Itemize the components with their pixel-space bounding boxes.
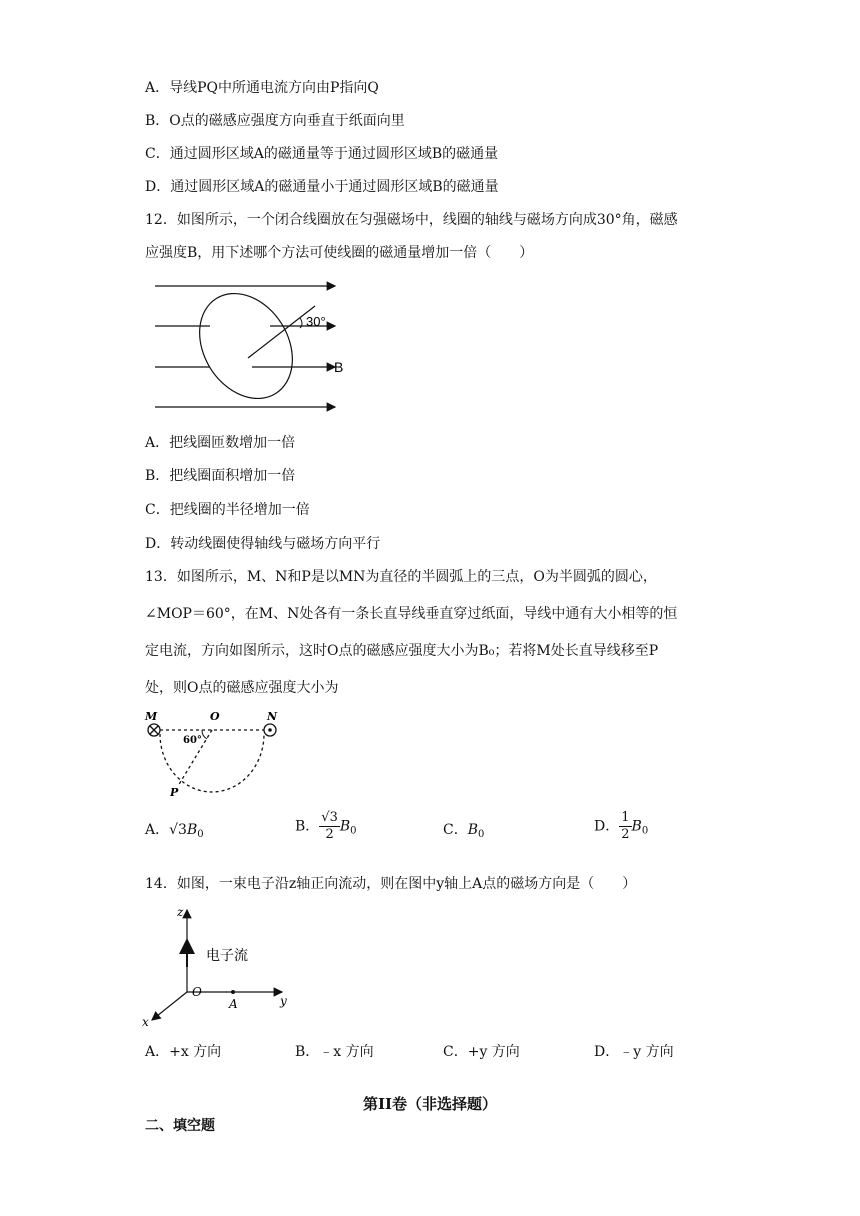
part2-title: 第II卷（非选择题） xyxy=(362,1095,498,1113)
q12-option-b: B．把线圈面积增加一倍 xyxy=(145,468,296,484)
q14-option-c: C．+y 方向 xyxy=(443,1044,520,1060)
q14-option-b: B．﹣x 方向 xyxy=(295,1044,374,1060)
q12-stem-line2: 应强度B，用下述哪个方法可使线圈的磁通量增加一倍（ ） xyxy=(145,245,534,261)
q13-stem-line1: 13．如图所示，M、N和P是以MN为直径的半圆弧上的三点，O为半圆弧的圆心， xyxy=(145,569,657,585)
q14-option-a: A．+x 方向 xyxy=(145,1044,222,1060)
q14-figure xyxy=(140,902,300,1030)
label-a: A xyxy=(229,997,238,1011)
q13-option-d: D． $\frac{1}{2}$ $B_0$ xyxy=(594,810,649,842)
angle-label: 60° xyxy=(183,735,202,746)
label-o: O xyxy=(210,710,220,723)
label-m: M xyxy=(145,710,158,723)
q14-option-d: D．﹣y 方向 xyxy=(594,1044,674,1060)
q12-option-a: A．把线圈匝数增加一倍 xyxy=(145,435,296,451)
label-p: P xyxy=(170,786,179,798)
field-label: B xyxy=(334,359,344,375)
q14-stem: 14．如图，一束电子沿z轴正向流动，则在图中y轴上A点的磁场方向是（ ） xyxy=(145,876,637,892)
q12-figure xyxy=(150,276,360,416)
q13-figure xyxy=(140,708,290,798)
q12-stem-line1: 12．如图所示，一个闭合线圈放在匀强磁场中，线圈的轴线与磁场方向成30°角，磁感 xyxy=(145,212,678,228)
q12-option-c: C．把线圈的半径增加一倍 xyxy=(145,502,310,518)
point-a xyxy=(231,990,235,994)
x-axis xyxy=(152,992,187,1020)
q13-stem-line3: 定电流，方向如图所示，这时O点的磁感应强度大小为B₀；若将M处长直导线移至P xyxy=(145,643,659,659)
q11-option-d: D．通过圆形区域A的磁通量小于通过圆形区域B的磁通量 xyxy=(145,179,499,195)
angle-arc xyxy=(202,730,207,739)
q13-option-c: C．$B_0$ xyxy=(443,822,485,840)
q13-option-a: A．$√3B_0$ xyxy=(145,822,204,840)
label-y: y xyxy=(280,994,287,1008)
q13-option-b: B． $\frac{√3}{2}$ $B_0$ xyxy=(295,810,357,842)
q13-stem-line2: ∠MOP＝60°，在M、N处各有一条长直导线垂直穿过纸面，导线中通有大小相等的恒 xyxy=(145,606,678,622)
label-n: N xyxy=(267,710,278,723)
electron-flow-label: 电子流 xyxy=(206,948,248,964)
label-x: x xyxy=(142,1015,149,1029)
q11-option-b: B．O点的磁感应强度方向垂直于纸面向里 xyxy=(145,113,405,129)
q11-option-c: C．通过圆形区域A的磁通量等于通过圆形区域B的磁通量 xyxy=(145,146,499,162)
coil-ellipse xyxy=(181,276,312,415)
label-z: z xyxy=(177,905,184,919)
q11-option-a: A．导线PQ中所通电流方向由P指向Q xyxy=(145,80,379,96)
q13-stem-line4: 处，则O点的磁感应强度大小为 xyxy=(145,680,339,696)
section-heading-fill-in: 二、填空题 xyxy=(145,1118,215,1134)
semicircle-arc xyxy=(160,734,264,792)
q12-option-d: D．转动线圈使得轴线与磁场方向平行 xyxy=(145,536,381,552)
label-o: O xyxy=(192,985,202,999)
angle-label: 30° xyxy=(306,314,326,329)
coil-axis xyxy=(248,306,315,358)
